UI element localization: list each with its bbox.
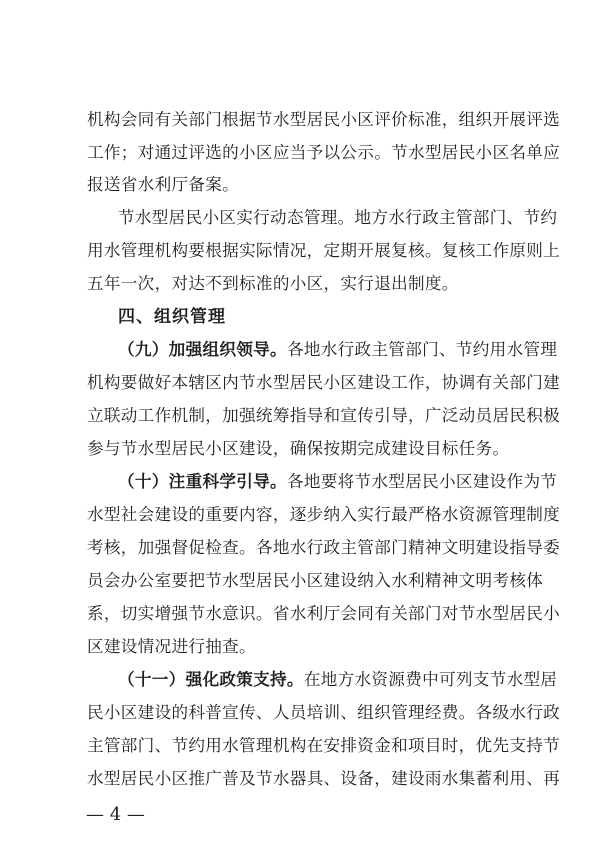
paragraph-line: 节水型居民小区实行动态管理。地方水行政主管部门、节约 xyxy=(118,208,558,227)
paragraph-line: 员会办公室要把节水型居民小区建设纳入水利精神文明考核体 xyxy=(87,571,544,590)
paragraph-line: 工作；对通过评选的小区应当予以公示。节水型居民小区名单应 xyxy=(87,143,561,162)
paragraph-line: 用水管理机构要根据实际情况，定期开展复核。复核工作原则上 xyxy=(87,241,561,260)
paragraph-line: 水型社会建设的重要内容，逐步纳入实行最严格水资源管理制度 xyxy=(87,505,561,524)
item-text: 各地要将节水型居民小区建设作为节 xyxy=(286,472,558,491)
paragraph-line: 立联动工作机制，加强统筹指导和宣传引导，广泛动员居民积极 xyxy=(87,406,561,425)
paragraph-line: 主管部门、节约用水管理机构在安排资金和项目时，优先支持节 xyxy=(87,736,561,755)
item-text: 在地方水资源费中可列支节水型居 xyxy=(303,670,558,689)
paragraph-line: 民小区建设的科普宣传、人员培训、组织管理经费。各级水行政 xyxy=(87,703,561,722)
item-first-line xyxy=(118,335,600,365)
paragraph-line: 报送省水利厅备案。 xyxy=(87,175,240,194)
item-title: （九）加强组织领导。 xyxy=(118,340,287,359)
item-first-line xyxy=(118,467,600,497)
item-title: （十）注重科学引导。 xyxy=(118,472,287,491)
item-first-line xyxy=(118,665,600,695)
paragraph-line: 系，切实增强节水意识。省水利厅会同有关部门对节水型居民小 xyxy=(87,604,561,623)
paragraph-line: 水型居民小区推广普及节水器具、设备，建设雨水集蓄利用、再 xyxy=(87,769,561,788)
section-heading: 四、组织管理 xyxy=(118,307,226,327)
paragraph-line: 机构会同有关部门根据节水型居民小区评价标准，组织开展评选 xyxy=(87,110,561,129)
paragraph-line: 参与节水型居民小区建设，确保按期完成建设目标任务。 xyxy=(87,439,510,458)
paragraph-line: 考核，加强督促检查。各地水行政主管部门精神文明建设指导委 xyxy=(87,538,561,557)
page-number: — 4 — xyxy=(86,804,145,825)
paragraph-line: 机构要做好本辖区内节水型居民小区建设工作，协调有关部门建 xyxy=(87,373,561,392)
paragraph-line: 五年一次，对达不到标准的小区，实行退出制度。 xyxy=(87,274,459,293)
item-text: 各地水行政主管部门、节约用水管理 xyxy=(286,340,558,359)
item-title: （十一）强化政策支持。 xyxy=(118,670,304,689)
paragraph-line: 区建设情况进行抽查。 xyxy=(87,637,256,656)
